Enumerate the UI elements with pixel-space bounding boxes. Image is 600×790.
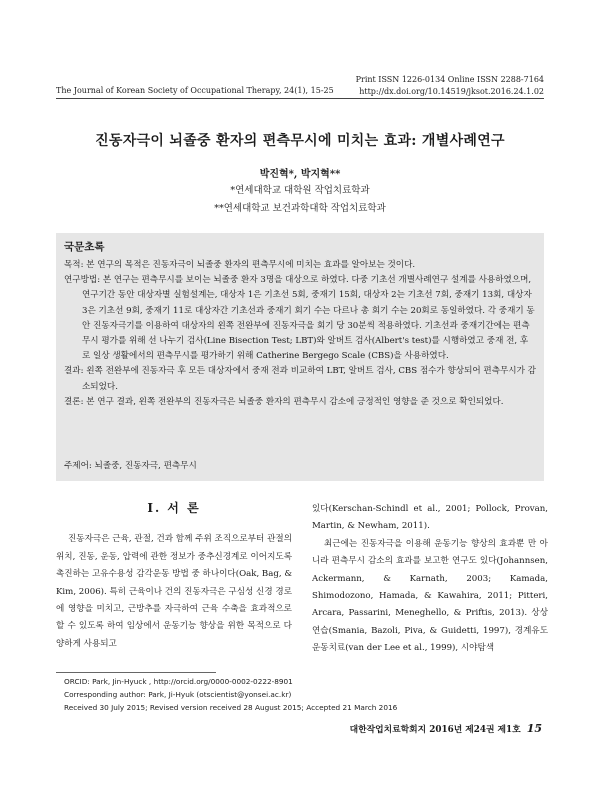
issn-doi-block xyxy=(356,74,544,98)
issn-line: Print ISSN 1226-0134 Online ISSN 2288-7164 xyxy=(355,75,544,84)
authors: 박진혁*, 박지혁** xyxy=(259,169,341,180)
footnote-corresponding-author: Corresponding author: Park, Ji-Hyuk (otscientist@yonsei.ac.kr) xyxy=(64,690,292,699)
footer-journal: 대한작업치료학회지 2016년 제24권 제1호 xyxy=(349,725,521,735)
keywords: 주제어: 뇌졸중, 진동자극, 편측무시 xyxy=(64,461,197,471)
affiliation-1: *연세대학교 대학원 작업치료학과 xyxy=(230,185,370,196)
journal-citation: The Journal of Korean Society of Occupational Therapy, 24(1), 15-25 xyxy=(56,86,334,95)
abstract-heading: 국문초록 xyxy=(64,241,105,253)
header-divider xyxy=(56,98,544,99)
footnote-orcid: ORCID: Park, Jin-Hyuck , http://orcid.org/0000-0002-0222-8901 xyxy=(64,677,293,686)
intro-paragraph-1: 진동자극은 근육, 관절, 건과 함께 주위 조직으로부터 관절의 위치, 진동, 운동, 압력에 관한 정보가 중추신경계로 이어지도록 촉진하는 고유수용성 감각운동 방법 중 하나이다(Oak, Bag, & Kim, 2006). 특히 근육이나 건의 진동자극은 구심성 신경 경로에 영향을 미치고, 근방추를 자극하여 근육 수축을 효과적으로 할 수 있도록 하여 임상에서 운동기능 향상을 위한 목적으로 다양하게 사용되고 xyxy=(56,534,292,649)
footnote-divider xyxy=(56,672,216,673)
abstract-conclusion: 결론: 본 연구 결과, 왼쪽 전완부의 진동자극은 뇌졸중 환자의 편측무시 감소에 긍정적인 영향을 준 것으로 확인되었다. xyxy=(64,396,504,407)
footnote-dates: Received 30 July 2015; Revised version received 28 August 2015; Accepted 21 March 2016 xyxy=(64,703,398,712)
intro-paragraph-1-cont: 있다(Kerschan-Schindl et al., 2001; Pollock, Provan, Martin, & Newham, 2011). xyxy=(312,504,548,532)
section-title-introduction: Ⅰ. 서 론 xyxy=(147,501,201,515)
abstract-purpose: 목적: 본 연구의 목적은 진동자극이 뇌졸중 환자의 편측무시에 미치는 효과를 알아보는 것이다. xyxy=(64,260,416,270)
page-number: 15 xyxy=(526,722,542,735)
page-footer xyxy=(350,722,542,735)
doi-link[interactable]: http://dx.doi.org/10.14519/jksot.2016.24.1.02 xyxy=(359,87,544,96)
affiliation-2: **연세대학교 보건과학대학 작업치료학과 xyxy=(214,203,386,214)
abstract-methods: 연구방법: 본 연구는 편측무시를 보이는 뇌졸중 환자 3명을 대상으로 하였다. 다중 기초선 개별사례연구 설계를 사용하였으며, 연구기간 동안 대상자별 실험설계는, 대상자 1은 기초선 5회, 중재기 15회, 대상자 2는 기초선 7회, 중재기 13회, 대상자 3은 기초선 9회, 중재기 11로 대상자간 기초선과 중재기 회기 수는 다르나 총 회기 수는 20회로 동일하였다. 각 중재기 동안 진동자극기를 이용하여 대상자의 왼쪽 전완부에 진동자극을 회기 당 30분씩 적용하였다. 기초선과 중재기간에는 편측무시 평가를 위해 선 나누기 검사(Line Bisection Test; LBT)와 알버트 검사(Albert's test)를 시행하였고 중재 전, 후로 일상 생활에서의 편측무시를 평가하기 위해 Catherine Bergego Scale (CBS)을 사용하였다. xyxy=(64,275,535,362)
body-column-right xyxy=(312,501,548,658)
intro-paragraph-2: 최근에는 진동자극을 이용해 운동기능 향상의 효과뿐 만 아니라 편측무시 감소의 효과를 보고한 연구도 있다(Johannsen, Ackermann, & Karnath, 2003; Kamada, Shimodozono, Hamada, & Kawahira, 2011; Pitteri, Arcara, Passarini, Meneghello, & Priftis, 2013). 상상 연습(Smania, Bazoli, Piva, & Guidetti, 1997), 경계유도운동치료(van der Lee et al., 1999), 시야탐색 xyxy=(312,538,548,654)
abstract-box xyxy=(56,233,544,481)
abstract-results: 결과: 왼쪽 전완부에 진동자극 후 모든 대상자에서 중재 전과 비교하여 LBT, 알버트 검사, CBS 점수가 향상되어 편측무시가 감소되었다. xyxy=(64,366,536,392)
paper-title: 진동자극이 뇌졸중 환자의 편측무시에 미치는 효과: 개별사례연구 xyxy=(95,133,505,149)
body-column-left xyxy=(56,500,292,653)
